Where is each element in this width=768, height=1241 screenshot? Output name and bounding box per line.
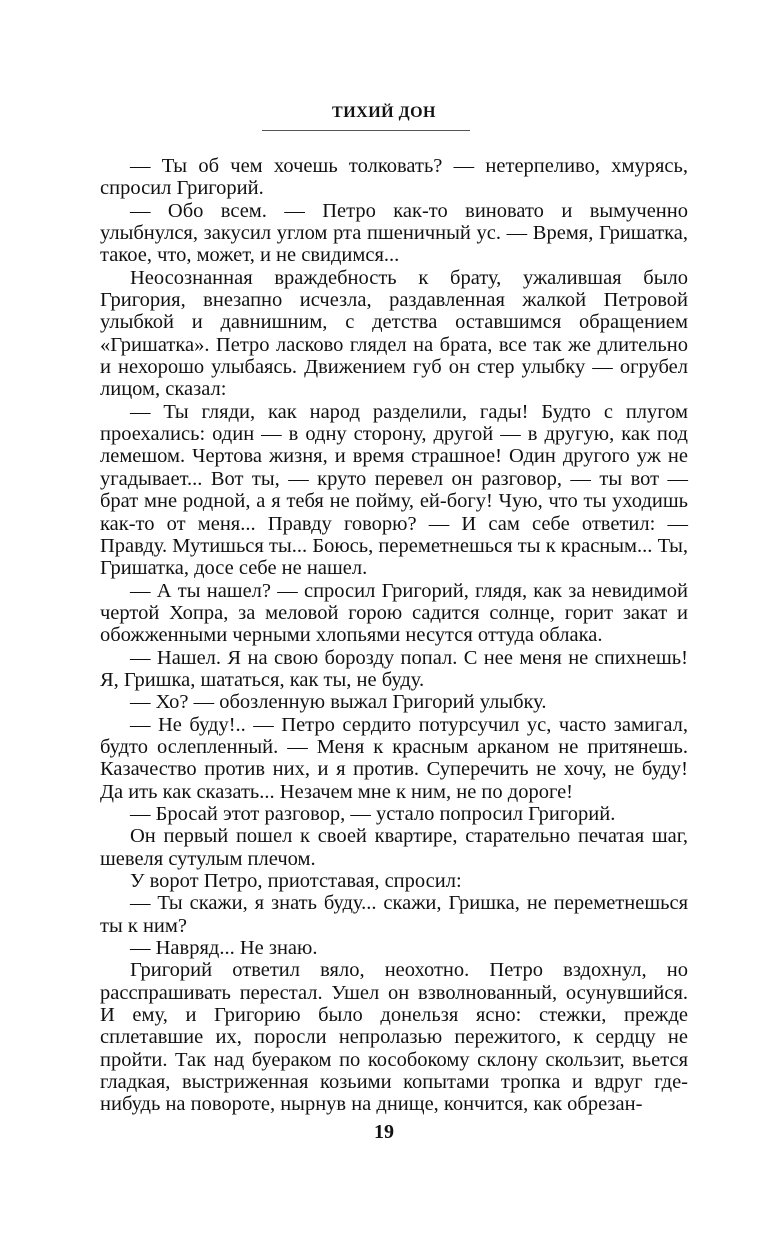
header-rule [262, 130, 470, 131]
paragraph: — Бросай этот разговор, — устало попросил Григорий. [130, 802, 616, 825]
body-text [100, 155, 688, 1116]
paragraph: Он первый пошел к своей квартире, старательно печатая шаг, шевеля сутулым плечом. [100, 825, 688, 870]
paragraph: — Ты скажи, я знать буду... скажи, Гришка, не переметнешься ты к ним? [100, 892, 688, 937]
paragraph: Неосознанная враждебность к брату, ужалившая было Григория, внезапно исчезла, раздавленная жалкой Петровой улыбкой и давнишним, с детства оставшимся обращением «Гришатка». Петро ласково глядел на брата, все так же длительно и нехорошо улыбаясь. Движением губ он стер улыбку — огрубел лицом, сказал: [100, 266, 688, 401]
paragraph: — А ты нашел? — спросил Григорий, глядя, как за невидимой чертой Хопра, за меловой горою садится солнце, горит закат и обожженными черными хлопьями несутся оттуда облака. [100, 579, 688, 647]
paragraph: — Навряд... Не знаю. [130, 937, 318, 960]
paragraph: — Ты об чем хочешь толковать? — нетерпеливо, хмурясь, спросил Григорий. [100, 155, 688, 200]
paragraph: — Хо? — обозленную выжал Григорий улыбку. [130, 691, 547, 714]
paragraph: — Ты гляди, как народ разделили, гады! Будто с плугом проехались: один — в одну сторону, другой — в другую, как под лемешом. Чертова жизня, и время страшное! Один другого уж не угадывает... Вот ты, — круто перевел он разговор, — ты вот — брат мне родной, а я тебя не пойму, ей-богу! Чую, что ты уходишь как-то от меня... Правду говорю? — И сам себе ответил: — Правду. Мутишься ты... Боюсь, переметнешься ты к красным... Ты, Гришатка, досе себе не нашел. [100, 400, 688, 580]
paragraph: — Нашел. Я на свою борозду попал. С нее меня не спихнешь! Я, Гришка, шататься, как ты, не буду. [100, 646, 688, 691]
paragraph: У ворот Петро, приотставая, спросил: [130, 870, 462, 892]
paragraph: — Не буду!.. — Петро сердито потурсучил ус, часто замигал, будто ослепленный. — Меня к красным арканом не притянешь. Казачество против них, и я против. Суперечить не хочу, не буду! Да ить как сказать... Незачем мне к ним, не по дороге! [100, 713, 688, 803]
running-title: ТИХИЙ ДОН [332, 104, 436, 121]
page-number: 19 [374, 1121, 394, 1143]
paragraph: — Обо всем. — Петро как-то виновато и вымученно улыбнулся, закусил углом рта пшеничный ус. — Время, Гришатка, такое, что, может, и не свидимся... [100, 199, 688, 267]
paragraph: Григорий ответил вяло, неохотно. Петро вздохнул, но расспрашивать перестал. Ушел он взволнованный, осунувшийся. И ему, и Григорию было донельзя ясно: стежки, прежде сплетавшие их, поросли непролазью пережитого, к сердцу не пройти. Так над буераком по кособокому склону скользит, вьется гладкая, выстриженная козьими копытами тропка и вдруг где-нибудь на повороте, нырнув на днище, кончится, как обрезан- [100, 959, 688, 1116]
